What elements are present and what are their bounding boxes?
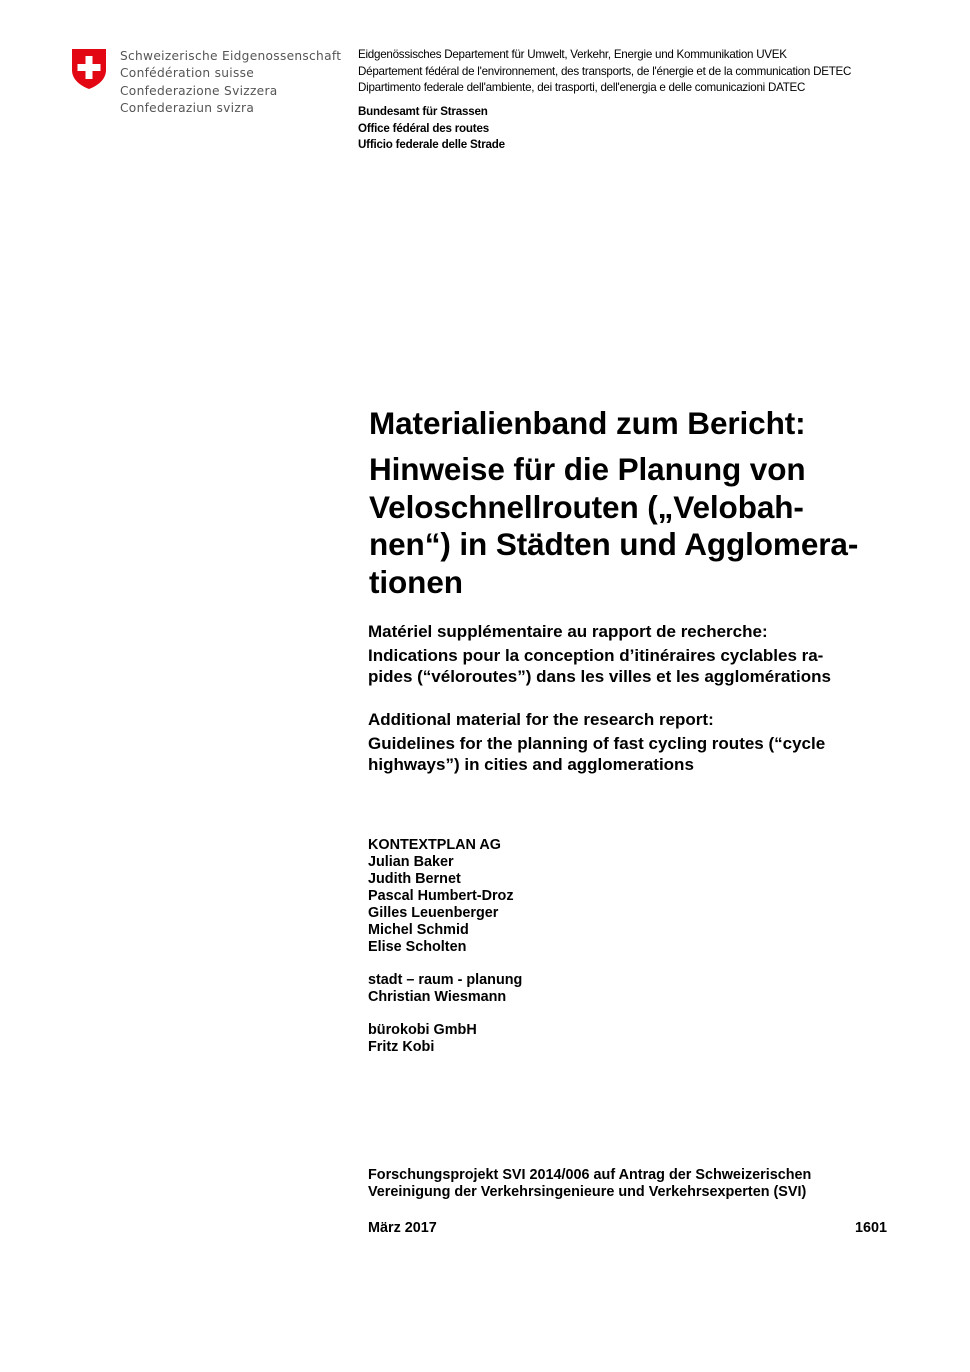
french-line: pides (“véloroutes”) dans les villes et les agglomérations (368, 666, 831, 686)
author-line: Gilles Leuenberger (368, 905, 499, 921)
english-body (368, 734, 928, 776)
author-group-kontextplan (368, 837, 522, 956)
department-block (358, 47, 851, 97)
title-sub-line: nen“) in Städten und Agglomera- (369, 526, 859, 562)
french-body (368, 646, 928, 688)
confed-name-it: Confederazione Svizzera (120, 83, 278, 98)
title-sub-line: tionen (369, 563, 463, 600)
title-main: Materialienband zum Bericht: (369, 405, 806, 441)
title-sub-line: Hinweise für die Planung von (369, 451, 806, 487)
title-sub-line: Veloschnellrouten („Velobah- (369, 488, 804, 525)
office-line-fr: Office fédéral des routes (358, 121, 489, 135)
author-group-buerokobi (368, 1022, 522, 1056)
office-line-it: Ufficio federale delle Strade (358, 138, 505, 152)
project-line: Forschungsprojekt SVI 2014/006 auf Antrag der Schweizerischen (368, 1167, 812, 1183)
english-heading: Additional material for the research report: (368, 710, 714, 729)
author-line: stadt – raum - planung (368, 972, 523, 988)
author-line: Pascal Humbert-Droz (368, 888, 514, 904)
project-line: Vereinigung der Verkehrsingenieure und Verkehrsexperten (SVI) (368, 1184, 807, 1200)
author-line: Fritz Kobi (368, 1039, 435, 1055)
author-line: KONTEXTPLAN AG (368, 837, 501, 853)
confed-name-rm: Confederaziun svizra (120, 101, 255, 116)
title-subtitle (369, 451, 909, 601)
research-project-note (368, 1167, 811, 1201)
author-line: Julian Baker (368, 854, 454, 870)
confed-name-fr: Confédération suisse (120, 66, 255, 81)
office-line-de: Bundesamt für Strassen (358, 105, 488, 118)
cross-horizontal (78, 64, 101, 71)
office-block (358, 104, 505, 154)
confed-name-de: Schweizerische Eidgenossenschaft (120, 49, 342, 63)
department-line-it: Dipartimento federale dell'ambiente, dei trasporti, dell'energia e delle comunicazioni DATEC (358, 81, 806, 95)
department-line-fr: Département fédéral de l'environnement, des transports, de l'énergie et de la communication DETEC (358, 64, 852, 78)
author-group-stadt-raum-planung (368, 972, 522, 1006)
confederation-names (120, 48, 341, 118)
authors-block (368, 837, 522, 1072)
swiss-coat-of-arms-icon (71, 48, 107, 90)
french-line: Indications pour la conception d’itinéraires cyclables ra- (368, 646, 824, 665)
french-title-block (368, 621, 928, 688)
author-line: Elise Scholten (368, 939, 467, 955)
english-title-block (368, 709, 928, 776)
author-line: bürokobi GmbH (368, 1022, 477, 1038)
author-line: Christian Wiesmann (368, 989, 507, 1005)
report-number: 1601 (854, 1220, 887, 1236)
publication-date: März 2017 (368, 1220, 437, 1236)
french-heading: Matériel supplémentaire au rapport de recherche: (368, 622, 768, 641)
author-line: Judith Bernet (368, 871, 461, 887)
english-line: Guidelines for the planning of fast cycling routes (“cycle (368, 734, 826, 753)
report-title (369, 404, 909, 601)
department-line-de: Eidgenössisches Departement für Umwelt, Verkehr, Energie und Kommunikation UVEK (358, 48, 787, 61)
english-line: highways”) in cities and agglomerations (368, 754, 694, 774)
author-line: Michel Schmid (368, 922, 469, 938)
